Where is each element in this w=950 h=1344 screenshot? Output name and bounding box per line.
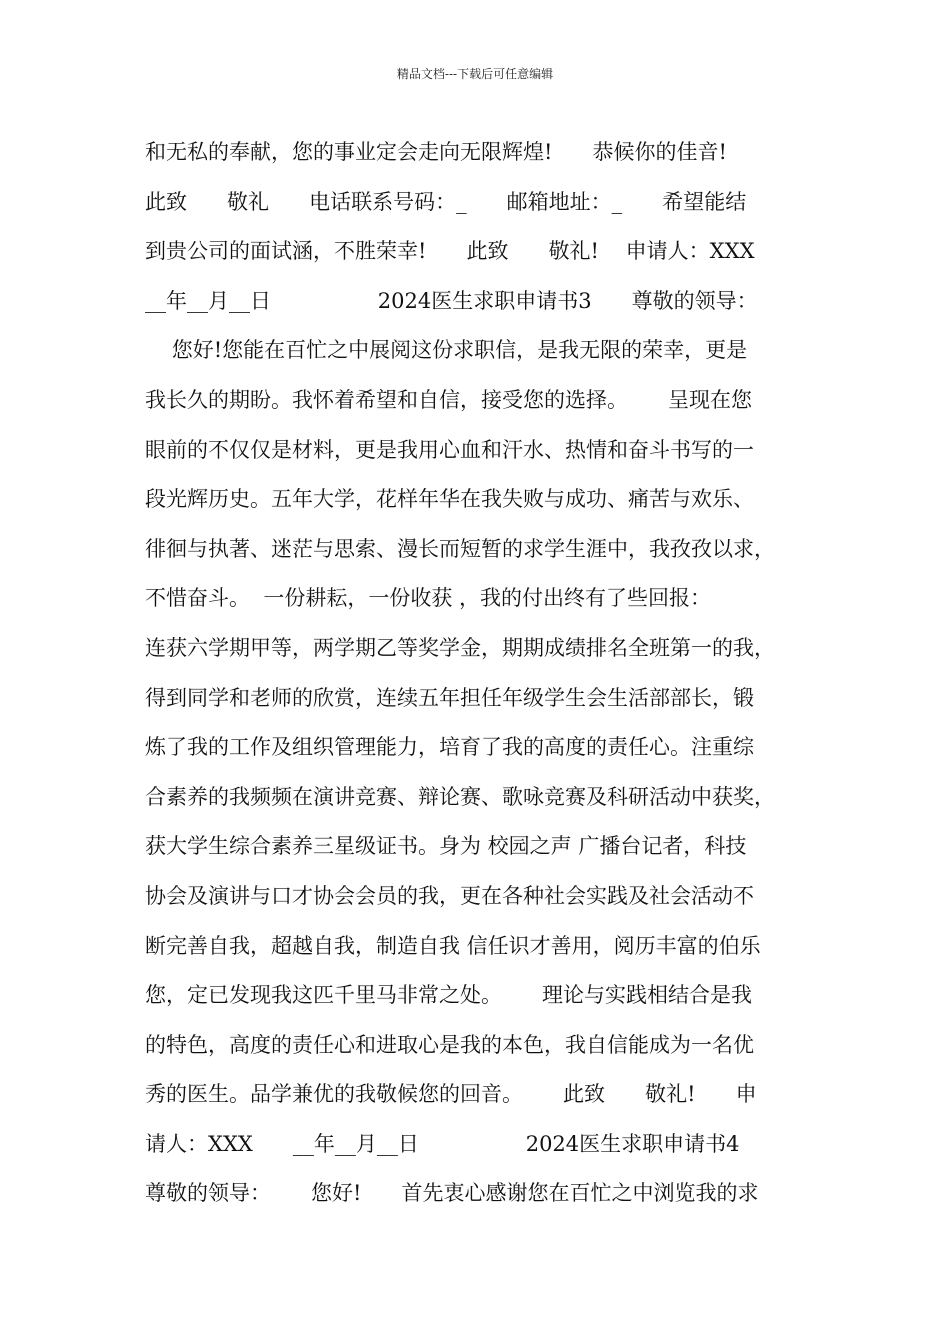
text-line: 协会及演讲与口才协会会员的我，更在各种社会实践及社会活动不 (145, 883, 754, 908)
text-line: 炼了我的工作及组织管理能力，培育了我的高度的责任心。注重综 (145, 735, 754, 760)
text-line: 眼前的不仅仅是材料，更是我用心血和汗水、热情和奋斗书写的一 (145, 437, 754, 462)
text-line: 到贵公司的面试涵，不胜荣幸! 此致 敬礼! 申请人：XXX (145, 239, 755, 264)
text-line: 您，定已发现我这匹千里马非常之处。 理论与实践相结合是我 (145, 983, 753, 1008)
text-line: 请人：XXX __年__月__日 2024医生求职申请书4 (145, 1131, 740, 1156)
document-body (145, 128, 817, 1219)
text-line: 我长久的期盼。我怀着希望和自信，接受您的选择。 呈现在您 (145, 387, 753, 412)
text-line: 尊敬的领导： 您好! 首先衷心感谢您在百忙之中浏览我的求 (145, 1181, 759, 1206)
text-line: 和无私的奉献，您的事业定会走向无限辉煌! 恭候你的佳音! (145, 140, 727, 164)
text-line: 秀的医生。品学兼优的我敬候您的回音。 此致 敬礼! 申 (145, 1082, 757, 1107)
text-line: 徘徊与执著、迷茫与思索、漫长而短暂的求学生涯中，我孜孜以求， (145, 536, 775, 561)
text-line: __年__月__日 2024医生求职申请书3 尊敬的领导： (145, 288, 758, 313)
text-line: 连获六学期甲等，两学期乙等奖学金，期期成绩排名全班第一的我， (145, 635, 775, 660)
text-line: 断完善自我，超越自我，制造自我 信任识才善用，阅历丰富的伯乐 (145, 933, 761, 958)
text-line: 获大学生综合素养三星级证书。身为 校园之声 广播台记者，科技 (145, 834, 747, 859)
text-line: 得到同学和老师的欣赏，连续五年担任年级学生会生活部部长，锻 (145, 685, 754, 710)
text-line: 合素养的我频频在演讲竞赛、辩论赛、歌咏竞赛及科研活动中获奖， (145, 784, 775, 809)
text-line: 不惜奋斗。 一份耕耘，一份收获 ，我的付出终有了些回报： (145, 586, 712, 611)
text-line: 段光辉历史。五年大学，花样年华在我失败与成功、痛苦与欢乐、 (145, 487, 754, 512)
text-line: 的特色，高度的责任心和进取心是我的本色，我自信能成为一名优 (145, 1032, 754, 1057)
text-line: 此致 敬礼 电话联系号码：_ 邮箱地址：_ 希望能结 (145, 189, 747, 214)
page-header: 精品文档---下载后可任意编辑 (396, 67, 554, 81)
text-line: 您好!您能在百忙之中展阅这份求职信，是我无限的荣幸，更是 (145, 338, 748, 363)
